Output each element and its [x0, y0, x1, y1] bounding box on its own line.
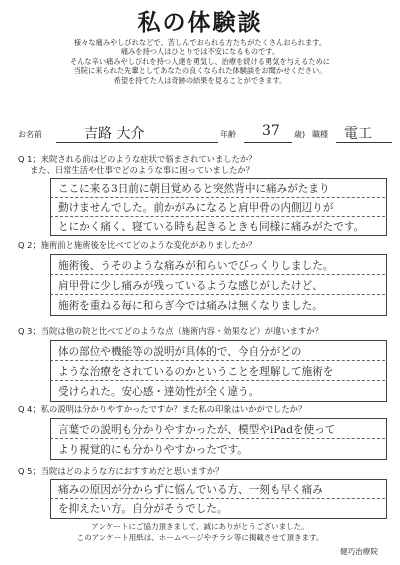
profile-row	[14, 123, 394, 145]
job-underline	[336, 142, 392, 143]
question-block-1	[0, 154, 400, 238]
ruled-line	[50, 360, 385, 361]
age-underline	[244, 142, 292, 143]
age-label: 年齢	[220, 130, 236, 139]
clinic-name: 健巧治療院	[340, 547, 378, 556]
footer-line: このアンケート用紙は、ホームページやチラシ等に掲載させて頂きます。	[76, 533, 324, 542]
name-underline	[56, 142, 218, 143]
question-block-2	[0, 240, 400, 320]
answer-1-line: とにかく痛く、寝ている時も起きるときも同様に痛みがたです。	[58, 221, 365, 233]
answer-3-line: 受けられた。安心感・達効性が全く違う。	[58, 386, 260, 398]
intro-line: 希望を持てた人は奇跡の結果を見ることができます。	[113, 75, 287, 85]
question-block-4	[0, 404, 400, 460]
ruled-line	[50, 216, 385, 217]
answer-4-line: より視覚的にも分かりやすかったです。	[58, 444, 248, 456]
question-1-line: また、日常生活や仕事でどのような事に困っていましたか？	[30, 165, 255, 175]
ruled-line	[50, 498, 385, 499]
answer-2-line: 肩甲骨に少し痛みが残っているような感じがしたけど、	[58, 280, 323, 292]
name-value: 吉路 大介	[84, 126, 145, 142]
answer-1-line: 動けませんでした。前かがみになると肩甲骨の内側辺りが	[58, 202, 334, 214]
intro-line: 当院に来られた先輩としてあなたの良くなられた体験談をお聞かせください。	[73, 66, 327, 76]
age-value: 37	[262, 123, 280, 139]
answer-5-line: 痛みの原因が分からずに悩んでいる方、一刻も早く痛み	[58, 484, 323, 496]
age-unit: 歳)	[294, 130, 306, 139]
name-label: お名前	[18, 130, 42, 139]
question-3-line: Q 3；当院は他の院と比べてどのような点（施術内容・効果など）が違いますか？	[18, 326, 323, 336]
question-5-line: Q 5；当院はどのような方におすすめだと思いますか？	[18, 466, 224, 476]
answer-3-line: 体の部位や機能等の説明が具体的で、今自分がどの	[58, 346, 302, 358]
job-value: 電工	[344, 126, 372, 142]
intro-line: 痛みを持つ人はひとりでは不安になるものです。	[120, 47, 280, 57]
answer-2-line: 施術を重ねる毎に和らぎ今では痛みは無くなりました。	[58, 300, 323, 312]
question-1-line: Q 1；来院される前はどのような症状で悩まされていましたか？	[18, 154, 257, 164]
intro-text	[0, 38, 400, 85]
ruled-line	[50, 380, 385, 381]
question-2-line: Q 2；施術前と施術後を比べてどのような変化がありましたか？	[18, 240, 257, 250]
ruled-line	[50, 197, 385, 198]
question-block-5	[0, 466, 400, 518]
intro-line: 様々な痛みやしびれなどで、苦しんでおられる方たちがたくさんおられます。	[73, 38, 327, 47]
job-label: 職種	[312, 130, 328, 139]
answer-2-line: 施術後、うそのような痛みが和らいでびっくりしました。	[58, 260, 334, 272]
footer-line: アンケートにご協力頂きまして、誠にありがとうございました。	[91, 522, 309, 531]
answer-5-line: を抑えたい方。自分がそうでした。	[58, 503, 228, 515]
footer-note	[0, 521, 400, 543]
question-block-3	[0, 326, 400, 404]
answer-1-line: ここに来る3日前に朝目覚めると突然背中に痛みがたまり	[58, 183, 330, 195]
ruled-line	[50, 438, 385, 439]
page-title: 私の体験談	[137, 10, 263, 36]
ruled-line	[50, 274, 385, 275]
intro-line: そんな辛い痛みやしびれを持つ人達を勇気し、治療を続ける勇気を与えるために	[69, 56, 331, 66]
question-4-line: Q 4；私の説明は分かりやすかったですか？また私の印象はいかがでしたか？	[18, 404, 307, 414]
answer-3-line: ような治療をされているのかということを理解して施術を	[58, 366, 334, 378]
answer-4-line: 言葉での説明も分かりやすかったが、模型やiPadを使って	[58, 424, 336, 436]
ruled-line	[50, 294, 385, 295]
